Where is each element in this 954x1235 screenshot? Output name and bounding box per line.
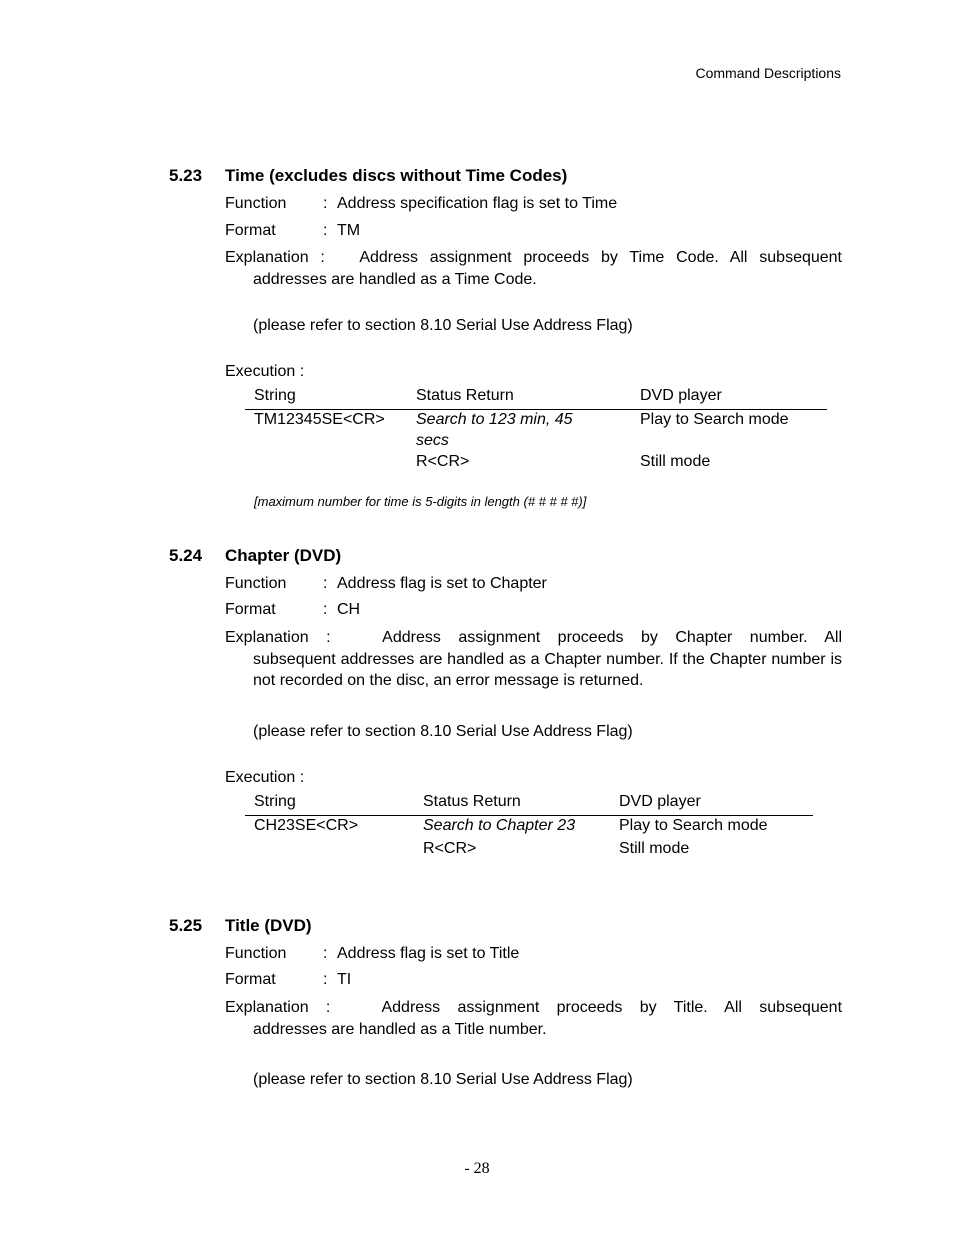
table-cell: Play to Search mode — [640, 411, 789, 428]
refer-note: (please refer to section 8.10 Serial Use Address Flag) — [253, 317, 633, 334]
colon: : — [323, 575, 328, 592]
refer-note: (please refer to section 8.10 Serial Use Address Flag) — [253, 1071, 633, 1088]
colon: : — [323, 601, 328, 618]
format-label: Format — [225, 971, 276, 988]
explanation — [225, 627, 842, 692]
table-cell: CH23SE<CR> — [254, 817, 359, 834]
table-cell: Still mode — [619, 840, 690, 857]
table-cell: Search to Chapter 23 — [423, 817, 576, 834]
table-cell: R<CR> — [416, 453, 470, 470]
explanation-continuation: addresses are handled as a Time Code. — [253, 270, 537, 288]
table-cell: Search to 123 min, 45 — [416, 411, 573, 428]
colon: : — [323, 222, 328, 239]
table-header-string: String — [254, 387, 296, 404]
explanation-continuation: addresses are handled as a Title number. — [253, 1020, 547, 1038]
function-label: Function — [225, 945, 287, 962]
format-value: CH — [337, 601, 361, 618]
section-number: 5.25 — [169, 916, 203, 935]
section-title: Chapter (DVD) — [225, 546, 342, 565]
function-value: Address flag is set to Title — [337, 945, 520, 962]
function-label: Function — [225, 195, 287, 212]
table-cell: R<CR> — [423, 840, 477, 857]
format-value: TM — [337, 222, 361, 239]
table-rule — [245, 815, 813, 816]
colon: : — [323, 195, 328, 212]
execution-label: Execution : — [225, 769, 305, 786]
function-value: Address specification flag is set to Time — [337, 195, 618, 212]
format-value: TI — [337, 971, 352, 988]
table-rule — [245, 409, 827, 410]
refer-note: (please refer to section 8.10 Serial Use Address Flag) — [253, 723, 633, 740]
section-number: 5.24 — [169, 546, 203, 565]
explanation — [225, 247, 842, 290]
table-cell: secs — [416, 432, 449, 449]
table-header-player: DVD player — [640, 387, 722, 404]
format-label: Format — [225, 601, 276, 618]
explanation-line: Explanation : Address assignment proceeds by Time Code. All subsequent — [225, 249, 843, 266]
page-number: - 28 — [464, 1160, 490, 1177]
table-header-status: Status Return — [416, 387, 514, 404]
section-title: Time (excludes discs without Time Codes) — [225, 166, 568, 185]
table-header-status: Status Return — [423, 793, 521, 810]
colon: : — [323, 945, 328, 962]
section-title: Title (DVD) — [225, 916, 312, 935]
table-header-string: String — [254, 793, 296, 810]
colon: : — [323, 971, 328, 988]
table-cell: Play to Search mode — [619, 817, 768, 834]
format-label: Format — [225, 222, 276, 239]
table-cell: TM12345SE<CR> — [254, 411, 385, 428]
running-header: Command Descriptions — [695, 65, 841, 81]
execution-label: Execution : — [225, 363, 305, 380]
explanation — [225, 997, 842, 1040]
explanation-line: Explanation : Address assignment proceeds by Title. All subsequent — [225, 999, 843, 1016]
explanation-line: Explanation : Address assignment proceeds by Chapter number. All — [225, 629, 843, 646]
table-header-player: DVD player — [619, 793, 701, 810]
explanation-continuation: subsequent addresses are handled as a Chapter number. If the Chapter number is not recorded on the disc, an error message is returned. — [253, 650, 842, 689]
function-label: Function — [225, 575, 287, 592]
footnote: [maximum number for time is 5-digits in length (# # # # #)] — [254, 494, 587, 509]
table-cell: Still mode — [640, 453, 711, 470]
function-value: Address flag is set to Chapter — [337, 575, 547, 592]
section-number: 5.23 — [169, 166, 203, 185]
